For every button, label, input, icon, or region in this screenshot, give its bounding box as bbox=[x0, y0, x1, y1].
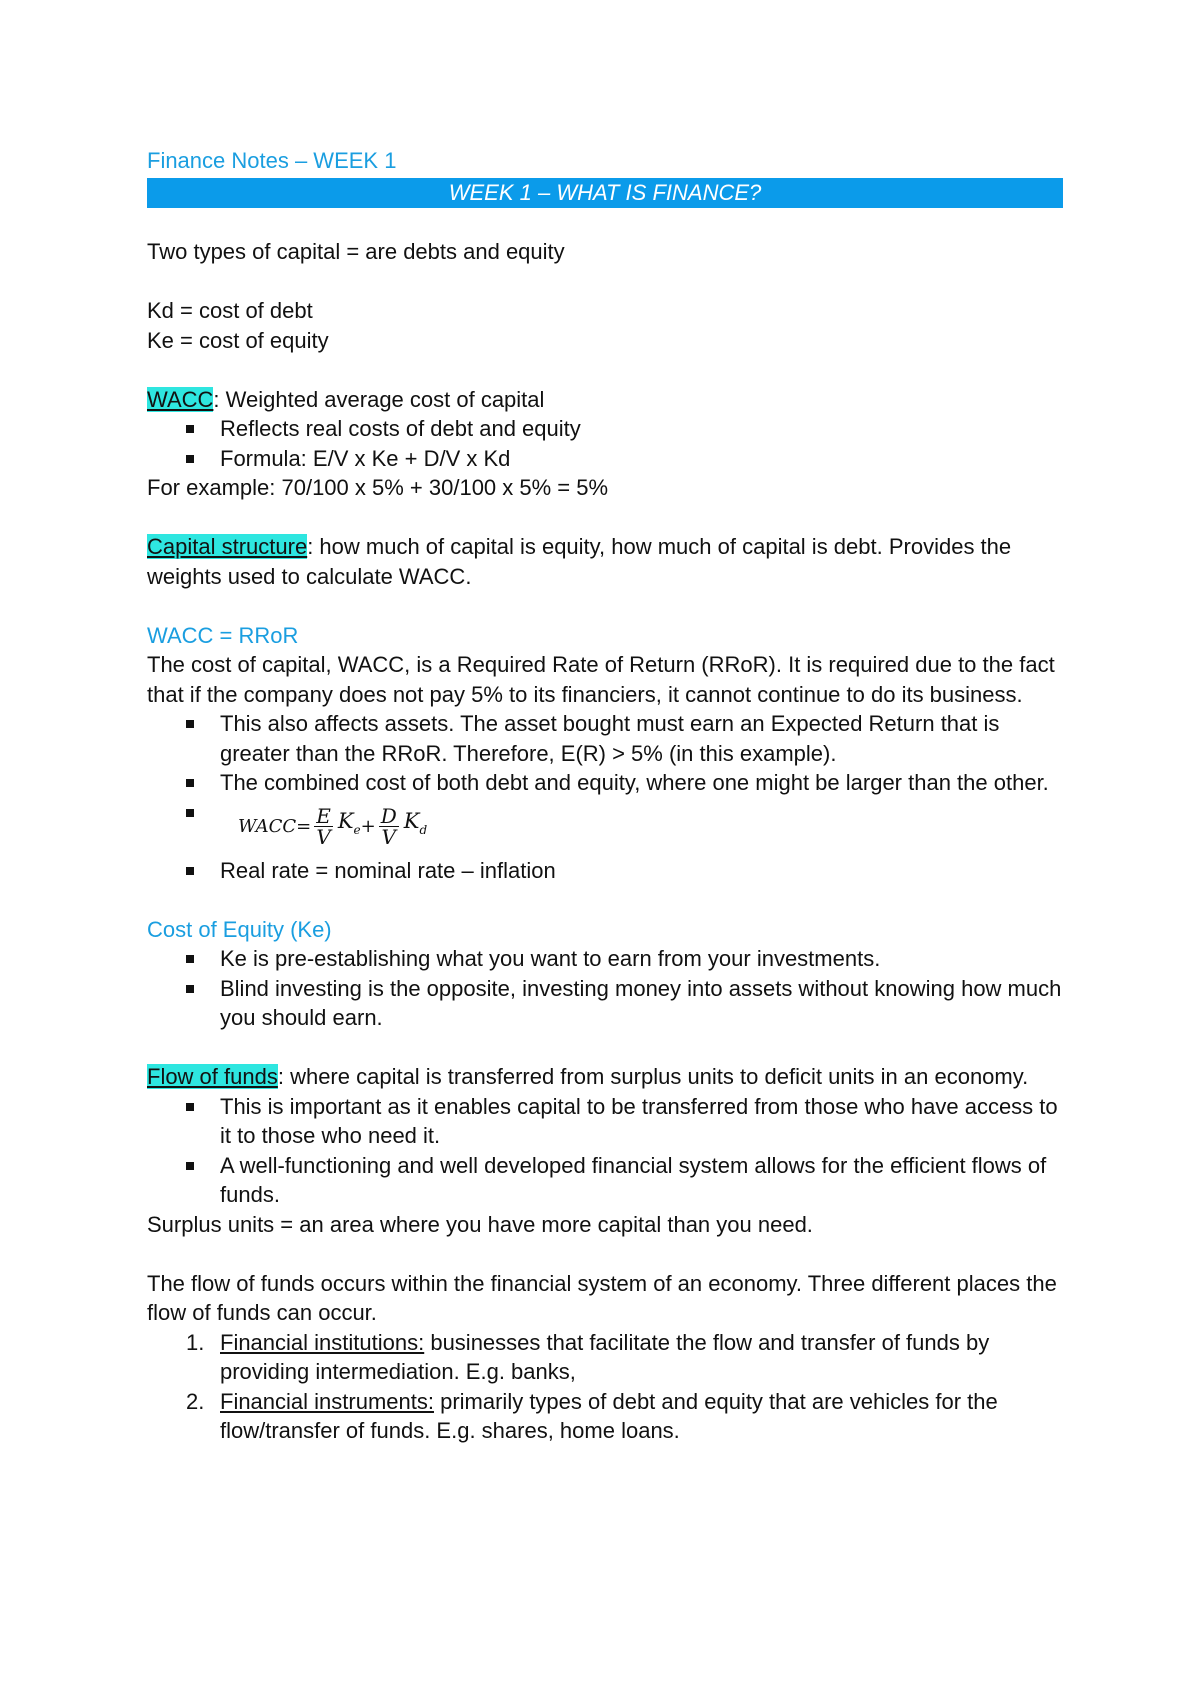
fraction-numerator: E bbox=[316, 804, 331, 828]
capital-structure-definition bbox=[147, 532, 1063, 591]
def-kd: Kd = cost of debt bbox=[147, 298, 313, 323]
rror-paragraph: The cost of capital, WACC, is a Required Rate of Return (RRoR). It is required due to the fact that if the company does not pay 5% to its financiers, it cannot continue to do its business. bbox=[147, 652, 1055, 707]
financial-system-list bbox=[147, 1328, 1063, 1446]
flow-of-funds-definition bbox=[147, 1062, 1063, 1092]
list-item: This also affects assets. The asset bought must earn an Expected Return that is greater than the RRoR. Therefore, E(R) > 5% (in this example). bbox=[147, 709, 1063, 768]
cost-of-equity-bullets bbox=[147, 944, 1063, 1033]
week-banner: WEEK 1 – WHAT IS FINANCE? bbox=[147, 178, 1063, 208]
item-number: 2. bbox=[186, 1388, 205, 1414]
document-page bbox=[147, 146, 1063, 1446]
formula-kd bbox=[404, 807, 427, 846]
financial-system-paragraph: The flow of funds occurs within the financial system of an economy. Three different places the flow of funds can occur. bbox=[147, 1270, 1057, 1325]
fraction-denominator: V bbox=[381, 825, 396, 849]
surplus-units-line: Surplus units = an area where you have more capital than you need. bbox=[147, 1211, 813, 1237]
formula-subscript: d bbox=[419, 823, 428, 838]
item-term: Financial institutions: bbox=[220, 1329, 425, 1355]
rror-bullets bbox=[147, 709, 1063, 885]
formula-plus: + bbox=[360, 815, 376, 837]
capital-structure-term: Capital structure bbox=[147, 534, 308, 559]
fraction-denominator: V bbox=[316, 825, 331, 849]
wacc-example: For example: 70/100 x 5% + 30/100 x 5% = 5% bbox=[147, 475, 609, 500]
list-item: Ke is pre-establishing what you want to earn from your investments. bbox=[147, 944, 1063, 974]
def-ke: Ke = cost of equity bbox=[147, 327, 329, 353]
wacc-definition bbox=[147, 385, 1063, 415]
wacc-bullets bbox=[147, 414, 1063, 473]
formula-lhs: WACC= bbox=[238, 815, 312, 837]
formula-k: K bbox=[337, 809, 354, 834]
wacc-formula bbox=[238, 806, 427, 847]
list-item bbox=[147, 1328, 1063, 1387]
item-text: businesses that facilitate the flow and transfer of funds by providing intermediation. E.g. banks, bbox=[220, 1329, 990, 1384]
list-item: Blind investing is the opposite, investing money into assets without knowing how much you should earn. bbox=[147, 974, 1063, 1033]
list-item: Reflects real costs of debt and equity bbox=[147, 414, 1063, 444]
list-item: The combined cost of both debt and equity, where one might be larger than the other. bbox=[147, 768, 1063, 798]
item-text: primarily types of debt and equity that are vehicles for the flow/transfer of funds. E.g. shares, home loans. bbox=[220, 1388, 998, 1443]
item-term: Financial instruments: bbox=[220, 1388, 434, 1414]
item-number: 1. bbox=[186, 1329, 205, 1355]
fraction-e-v bbox=[314, 806, 333, 847]
cost-of-equity-heading: Cost of Equity (Ke) bbox=[147, 916, 332, 942]
wacc-definition-text: : Weighted average cost of capital bbox=[213, 386, 545, 412]
list-item: Formula: E/V x Ke + D/V x Kd bbox=[147, 444, 1063, 474]
intro-line: Two types of capital = are debts and equity bbox=[147, 239, 565, 264]
formula-ke bbox=[338, 807, 361, 846]
list-item bbox=[147, 1387, 1063, 1446]
list-item: A well-functioning and well developed financial system allows for the efficient flows of funds. bbox=[147, 1151, 1063, 1210]
flow-of-funds-text: : where capital is transferred from surplus units to deficit units in an economy. bbox=[277, 1064, 1029, 1089]
document-title: Finance Notes – WEEK 1 bbox=[147, 148, 397, 173]
capital-structure-text: : how much of capital is equity, how much of capital is debt. Provides the weights used to calculate WACC. bbox=[147, 534, 1012, 589]
list-item: This is important as it enables capital to be transferred from those who have access to it to those who need it. bbox=[147, 1092, 1063, 1151]
formula-k: K bbox=[403, 809, 420, 834]
wacc-formula-item bbox=[147, 798, 1063, 856]
flow-of-funds-bullets bbox=[147, 1092, 1063, 1210]
formula-subscript: e bbox=[353, 823, 361, 838]
fraction-numerator: D bbox=[380, 804, 397, 828]
rror-heading: WACC = RRoR bbox=[147, 622, 299, 648]
list-item: Real rate = nominal rate – inflation bbox=[147, 856, 1063, 886]
flow-of-funds-term: Flow of funds bbox=[147, 1064, 278, 1089]
wacc-term: WACC bbox=[147, 386, 214, 412]
fraction-d-v bbox=[379, 806, 399, 847]
